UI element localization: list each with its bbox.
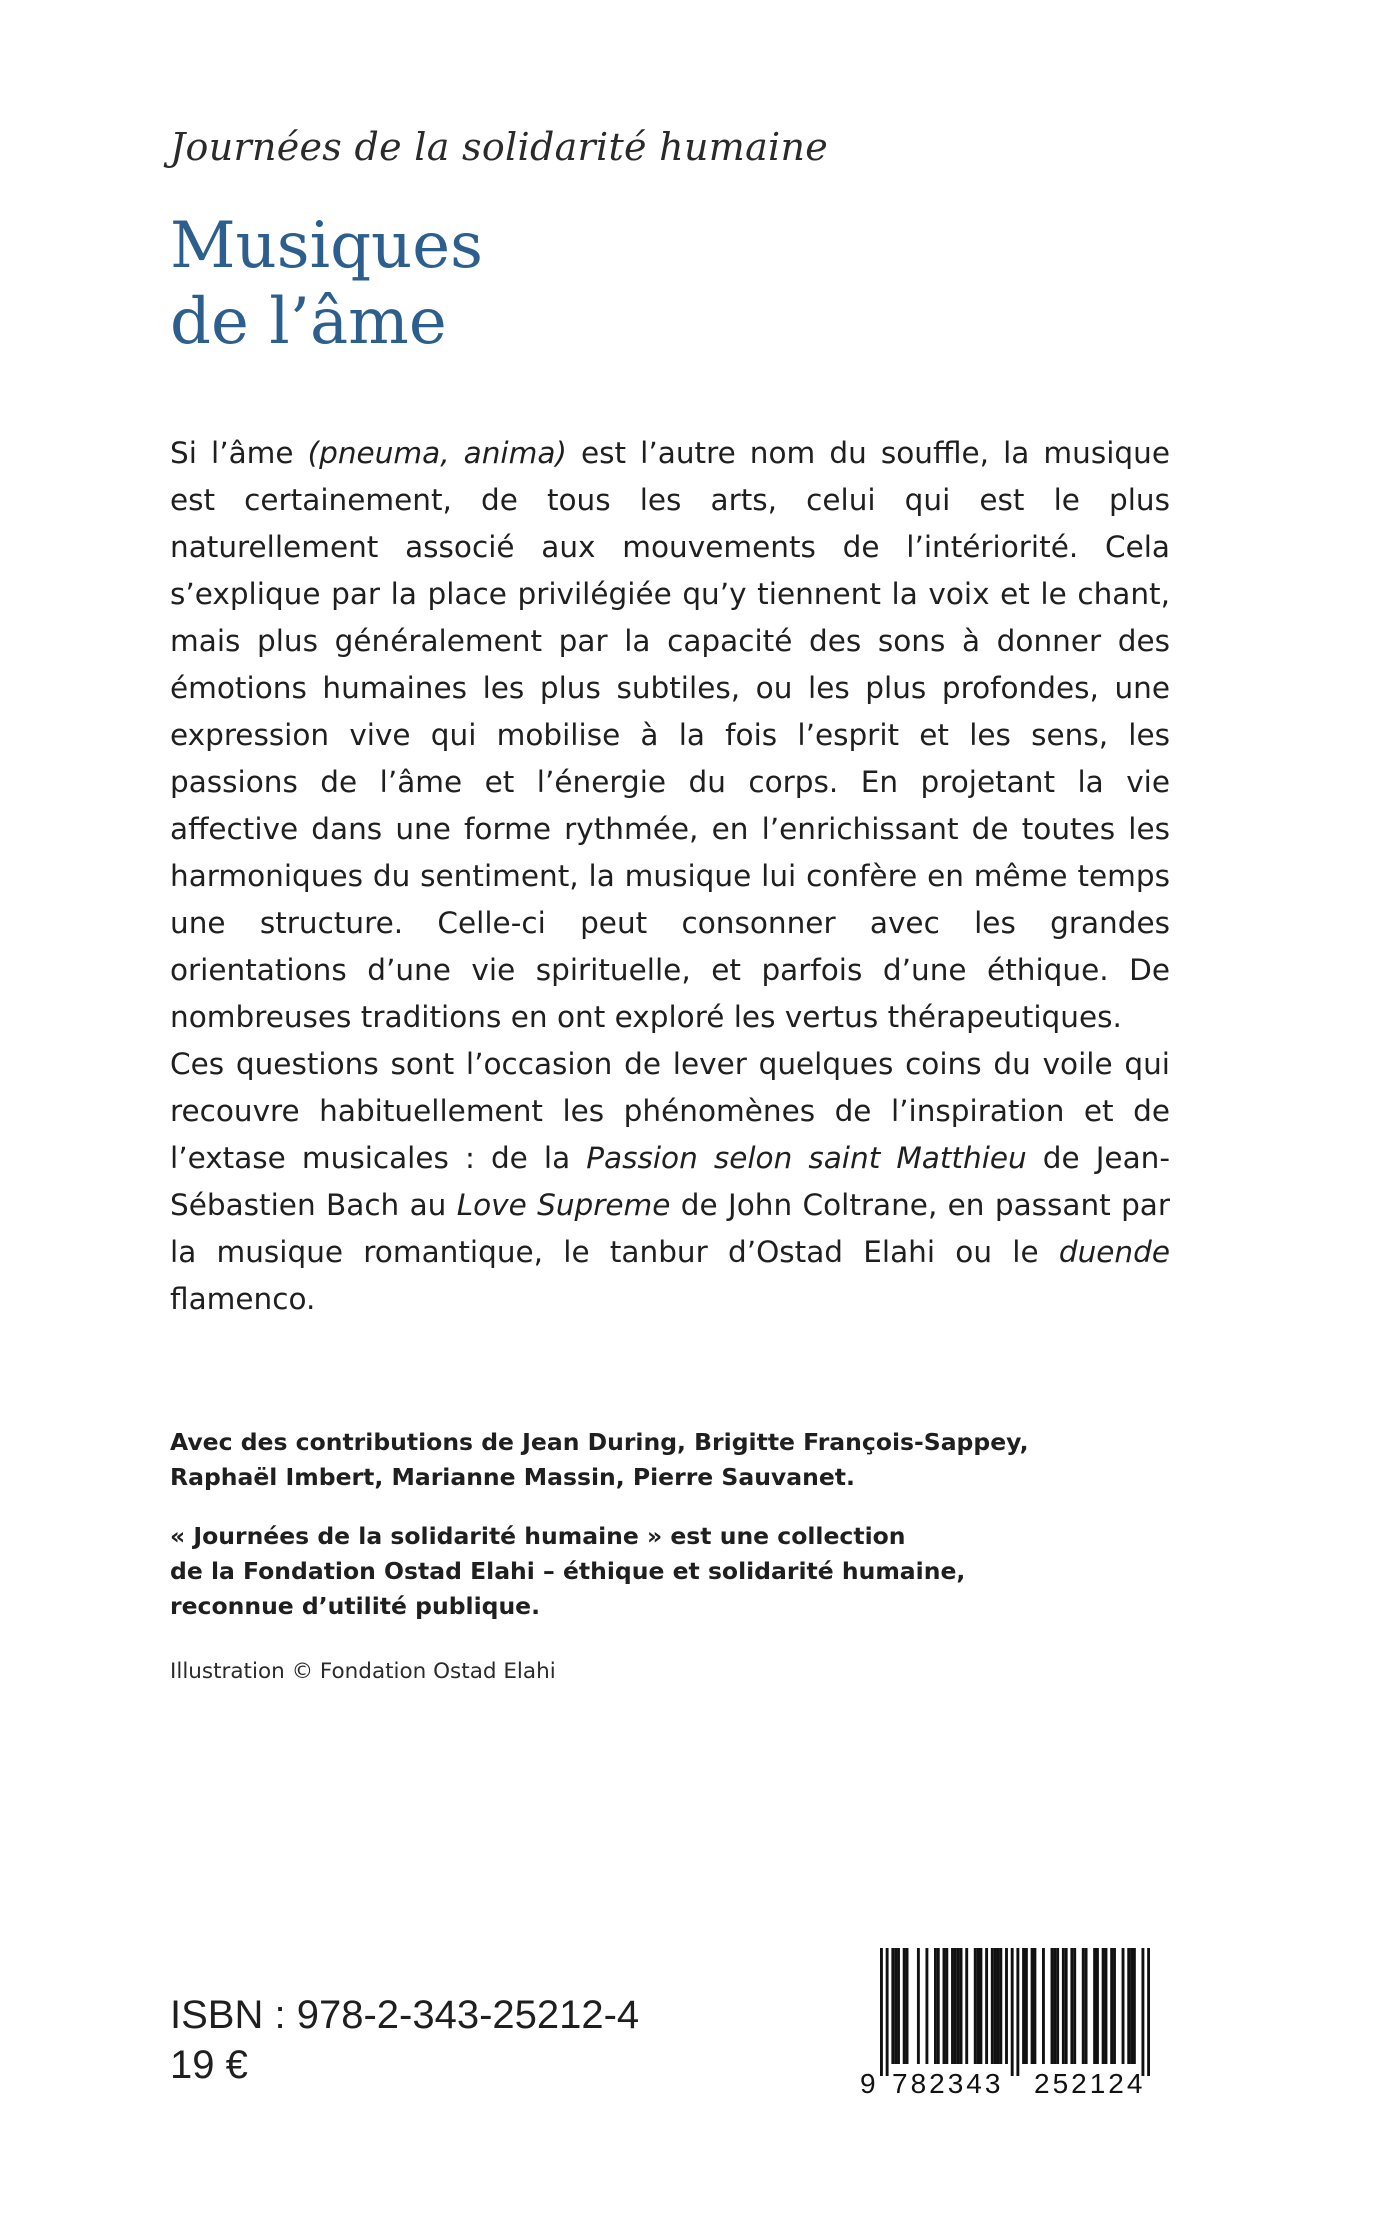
barcode-bar: [937, 1948, 940, 2064]
barcode-bar: [997, 1948, 1000, 2064]
barcode-bar: [1105, 1948, 1108, 2064]
barcode-bar: [1122, 1948, 1125, 2064]
blurb: [170, 430, 1170, 1323]
barcode-bar: [960, 1948, 963, 2064]
barcode-bar: [985, 1948, 988, 2064]
title-line-1: Musiques: [170, 209, 483, 283]
contributors-text: Avec des contributions de Jean During, Brigitte François-Sappey, Raphaël Imbert, Marianne Massin, Pierre Sauvanet.: [170, 1428, 1029, 1491]
barcode-bar: [977, 1948, 980, 2064]
barcode: [858, 1940, 1172, 2105]
barcode-bar: [954, 1948, 957, 2064]
barcode-bar: [943, 1948, 946, 2064]
barcode-bar: [957, 1948, 960, 2064]
barcode-bar: [991, 1948, 994, 2064]
barcode-bar: [1065, 1948, 1068, 2064]
barcode-bar: [906, 1948, 909, 2064]
barcode-bar: [1113, 1948, 1116, 2064]
contributions: [170, 1425, 1170, 1648]
barcode-bar: [994, 1948, 997, 2064]
barcode-bar: [965, 1948, 968, 2064]
barcode-first-digit: 9: [860, 2068, 878, 2099]
barcode-guard-bar: [1141, 1948, 1144, 2076]
barcode-guard-bar: [886, 1948, 889, 2076]
barcode-bar: [1022, 1948, 1025, 2064]
barcode-guard-bar: [1011, 1948, 1014, 2076]
barcode-bar: [1133, 1948, 1136, 2064]
barcode-bars: [880, 1948, 1150, 2076]
barcode-bar: [1096, 1948, 1099, 2064]
barcode-bar: [1070, 1948, 1073, 2064]
collection-text: « Journées de la solidarité humaine » est une collection de la Fondation Ostad Elahi – éthique et solidarité humaine, reconnue d’utilité publique.: [170, 1522, 966, 1620]
barcode-bar: [891, 1948, 894, 2064]
barcode-bar: [1005, 1948, 1008, 2064]
barcode-bar: [1073, 1948, 1076, 2064]
barcode-bar: [1025, 1948, 1028, 2064]
barcode-bar: [951, 1948, 954, 2064]
barcode-bar: [1056, 1948, 1059, 2064]
blurb-paragraph-2: Ces questions sont l’occasion de lever quelques coins du voile qui recouvre habituellement les phénomènes de l’inspiration et de l’extase musicales : de la Passion selon saint Matthieu de Jean-Sébastien Bach au Love Supreme de John Coltrane, en passant par la musique romantique, le tanbur d’Ostad Elahi ou le duende flamenco.: [170, 1047, 1171, 1316]
barcode-guard-bar: [1147, 1948, 1150, 2076]
title-line-2: de l’âme: [170, 285, 447, 359]
barcode-bar: [897, 1948, 900, 2064]
isbn-number: ISBN : 978-2-343-25212-4: [170, 1993, 640, 2037]
barcode-bar: [925, 1948, 928, 2064]
barcode-group-1: 782343: [892, 2068, 1004, 2099]
barcode-bar: [1033, 1948, 1036, 2064]
price: 19 €: [170, 2043, 248, 2087]
barcode-bar: [1031, 1948, 1034, 2064]
barcode-bar: [979, 1948, 982, 2064]
barcode-guard-bar: [880, 1948, 883, 2076]
barcode-bar: [1102, 1948, 1105, 2064]
book-title: [170, 208, 483, 360]
barcode-bar: [1130, 1948, 1133, 2064]
barcode-bar: [945, 1948, 948, 2064]
series-title: Journées de la solidarité humaine: [170, 125, 829, 169]
barcode-bar: [934, 1948, 937, 2064]
barcode-bar: [1082, 1948, 1085, 2064]
barcode-bar: [1093, 1948, 1096, 2064]
barcode-bar: [999, 1948, 1002, 2064]
barcode-bar: [974, 1948, 977, 2064]
barcode-bar: [903, 1948, 906, 2064]
barcode-bar: [1062, 1948, 1065, 2064]
barcode-bar: [1042, 1948, 1045, 2064]
barcode-bar: [917, 1948, 920, 2064]
barcode-bar: [894, 1948, 897, 2064]
barcode-bar: [1085, 1948, 1088, 2064]
barcode-bar: [1053, 1948, 1056, 2064]
barcode-guard-bar: [1016, 1948, 1019, 2076]
barcode-bar: [1110, 1948, 1113, 2064]
isbn-block: [170, 1990, 639, 2090]
barcode-group-2: 252124: [1034, 2068, 1146, 2099]
barcode-bar: [1051, 1948, 1054, 2064]
barcode-bar: [1127, 1948, 1130, 2064]
blurb-paragraph-1: Si l’âme (pneuma, anima) est l’autre nom du souffle, la musique est certainement, de tous les arts, celui qui est le plus naturellement associé aux mouvements de l’intériorité. Cela s’explique par la place privilégiée qu’y tiennent la voix et le chant, mais plus généralement par la capacité des sons à donner des émotions humaines les plus subtiles, ou les plus profondes, une expression vive qui mobilise à la fois l’esprit et les sens, les passions de l’âme et l’énergie du corps. En projetant la vie affective dans une forme rythmée, en l’enrichissant de toutes les harmoniques du sentiment, la musique lui confère en même temps une structure. Celle-ci peut consonner avec les grandes orientations d’une vie spirituelle, et parfois d’une éthique. De nombreuses traditions en ont exploré les vertus thérapeutiques.: [170, 436, 1170, 1034]
illustration-credit: Illustration © Fondation Ostad Elahi: [170, 1659, 556, 1684]
